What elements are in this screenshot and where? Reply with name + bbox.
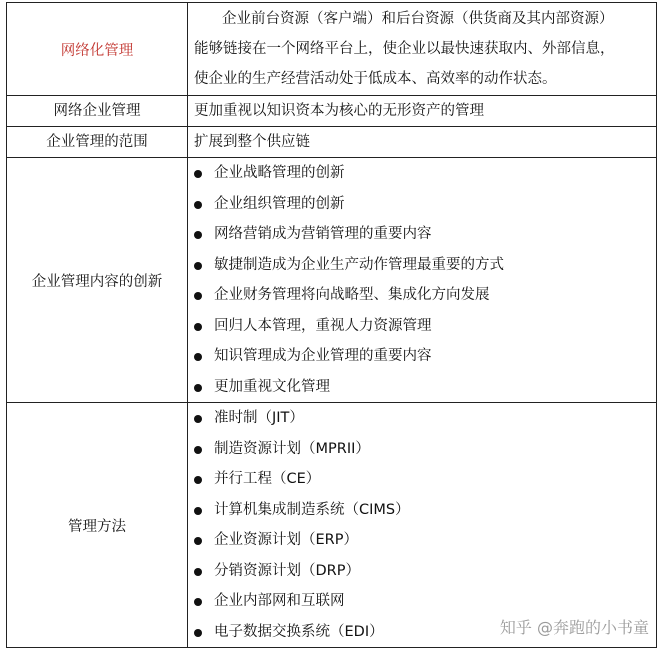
list-item-text: 企业资源计划（ERP） [214,532,358,548]
bullet-icon [194,537,202,545]
list-item [194,525,652,556]
bullet-icon [194,323,202,331]
list-item-text: 网络营销成为营销管理的重要内容 [214,226,432,242]
table-row-networked-management [7,3,657,96]
row-content-network-enterprise: 更加重视以知识资本为核心的无形资产的管理 [188,96,657,127]
table-row-scope [7,127,657,158]
list-item [194,556,652,587]
watermark: 知乎 @奔跑的小书童 [499,618,649,637]
management-table [6,2,657,648]
bullet-icon [194,415,202,423]
bullet-icon [194,476,202,484]
list-item [194,158,652,189]
list-item [194,250,652,281]
bullet-icon [194,507,202,515]
table-row-innovation [7,158,657,403]
list-item [194,280,652,311]
bullet-icon [194,201,202,209]
list-item-text: 分销资源计划（DRP） [214,562,360,579]
innovation-list [194,158,652,402]
list-item [194,341,652,372]
row-label-innovation: 企业管理内容的创新 [7,158,188,403]
list-item [194,219,652,250]
list-item [194,586,652,617]
list-item-text: 企业战略管理的创新 [214,165,345,181]
row-label-scope: 企业管理的范围 [7,127,188,158]
list-item-text: 并行工程（CE） [214,471,321,487]
list-item-text: 回归人本管理，重视人力资源管理 [214,317,432,334]
list-item [194,464,652,495]
networked-line-3: 使企业的生产经营活动处于低成本、高效率的动作状态。 [194,71,557,87]
bullet-icon [194,231,202,239]
row-content-methods [188,403,657,648]
list-item-text: 计算机集成制造系统（CIMS） [214,501,410,518]
networked-line-2: 能够链接在一个网络平台上，使企业以最快速获取内、外部信息， [194,41,615,57]
bullet-icon [194,262,202,270]
list-item-text: 制造资源计划（MPRII） [214,440,370,457]
bullet-icon [194,170,202,178]
list-item [194,434,652,465]
bullet-icon [194,384,202,392]
list-item [194,372,652,403]
list-item [194,495,652,526]
list-item-text: 企业内部网和互联网 [214,593,345,609]
row-content-innovation [188,158,657,403]
row-label-networked-management: 网络化管理 [7,3,188,96]
bullet-icon [194,446,202,454]
bullet-icon [194,292,202,300]
list-item [194,403,652,434]
bullet-icon [194,353,202,361]
table-row-methods [7,403,657,648]
table-row-network-enterprise [7,96,657,127]
list-item-text: 敏捷制造成为企业生产动作管理最重要的方式 [214,256,504,273]
bullet-icon [194,568,202,576]
row-label-network-enterprise: 网络企业管理 [7,96,188,127]
row-label-methods: 管理方法 [7,403,188,648]
list-item [194,311,652,342]
list-item-text: 准时制（JIT） [214,410,304,426]
methods-list [194,403,652,647]
list-item-text: 企业组织管理的创新 [214,195,345,212]
list-item-text: 电子数据交换系统（EDI） [214,623,384,640]
list-item-text: 更加重视文化管理 [214,378,330,395]
row-content-scope: 扩展到整个供应链 [188,127,657,158]
list-item-text: 企业财务管理将向战略型、集成化方向发展 [214,287,490,303]
row-content-networked-management [188,3,657,96]
bullet-icon [194,629,202,637]
networked-line-1: 企业前台资源（客户端）和后台资源（供货商及其内部资源） [222,11,614,27]
list-item-text: 知识管理成为企业管理的重要内容 [214,348,432,364]
bullet-icon [194,598,202,606]
list-item [194,189,652,220]
